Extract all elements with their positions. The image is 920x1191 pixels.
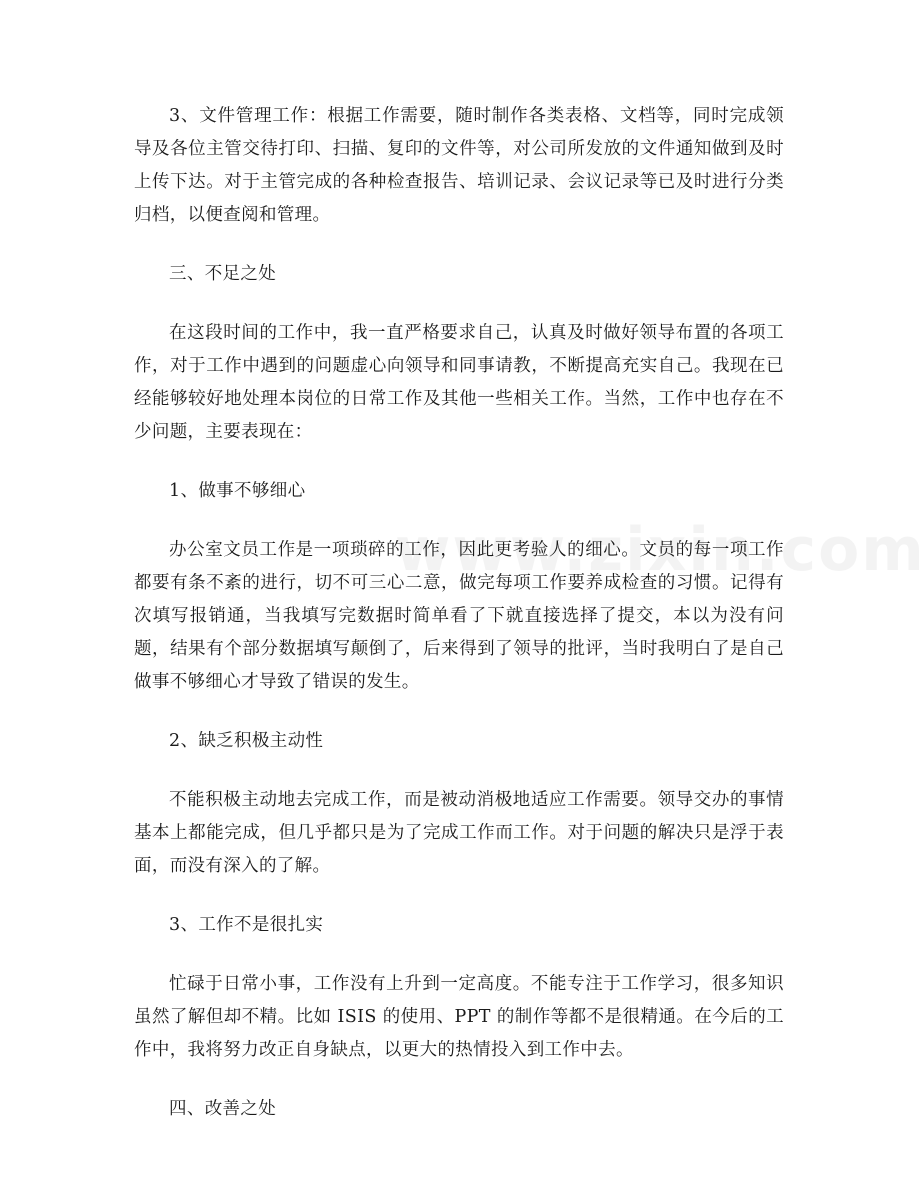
paragraph-not-solid: 忙碌于日常小事，工作没有上升到一定高度。不能专注于工作学习，很多知识虽然了解但却不精。比如 ISIS 的使用、PPT 的制作等都不是很精通。在今后的工作中，我将努力改正自身缺点，以更大的热情投入到工作中去。 (134, 974, 784, 1060)
paragraph-file-management: 3、文件管理工作：根据工作需要，随时制作各类表格、文档等，同时完成领导及各位主管交待打印、扫描、复印的文件等，对公司所发放的文件通知做到及时上传下达。对于主管完成的各种检查报告、培训记录、会议记录等已及时进行分类归档，以便查阅和管理。 (134, 106, 784, 225)
paragraph-not-careful: 办公室文员工作是一项琐碎的工作，因此更考验人的细心。文员的每一项工作都要有条不紊的进行，切不可三心二意，做完每项工作要养成检查的习惯。记得有次填写报销通，当我填写完数据时简单看了下就直接选择了提交，本以为没有问题，结果有个部分数据填写颠倒了，后来得到了领导的批评，当时我明白了是自己做事不够细心才导致了错误的发生。 (134, 540, 784, 692)
section-heading-improvements: 四、改善之处 (169, 1099, 277, 1119)
paragraph-shortcomings-intro: 在这段时间的工作中，我一直严格要求自己，认真及时做好领导布置的各项工作，对于工作中遇到的问题虚心向领导和同事请教，不断提高充实自己。我现在已经能够较好地处理本岗位的日常工作及其他一些相关工作。当然，工作中也存在不少问题，主要表现在： (134, 323, 784, 442)
subheading-lack-initiative: 2、缺乏积极主动性 (169, 731, 324, 751)
subheading-not-solid: 3、工作不是很扎实 (169, 915, 324, 935)
subheading-not-careful: 1、做事不够细心 (169, 481, 306, 501)
paragraph-lack-initiative: 不能积极主动地去完成工作，而是被动消极地适应工作需要。领导交办的事情基本上都能完成，但几乎都只是为了完成工作而工作。对于问题的解决只是浮于表面，而没有深入的了解。 (134, 790, 784, 876)
section-heading-shortcomings: 三、不足之处 (169, 264, 277, 284)
document-body (134, 100, 784, 1152)
